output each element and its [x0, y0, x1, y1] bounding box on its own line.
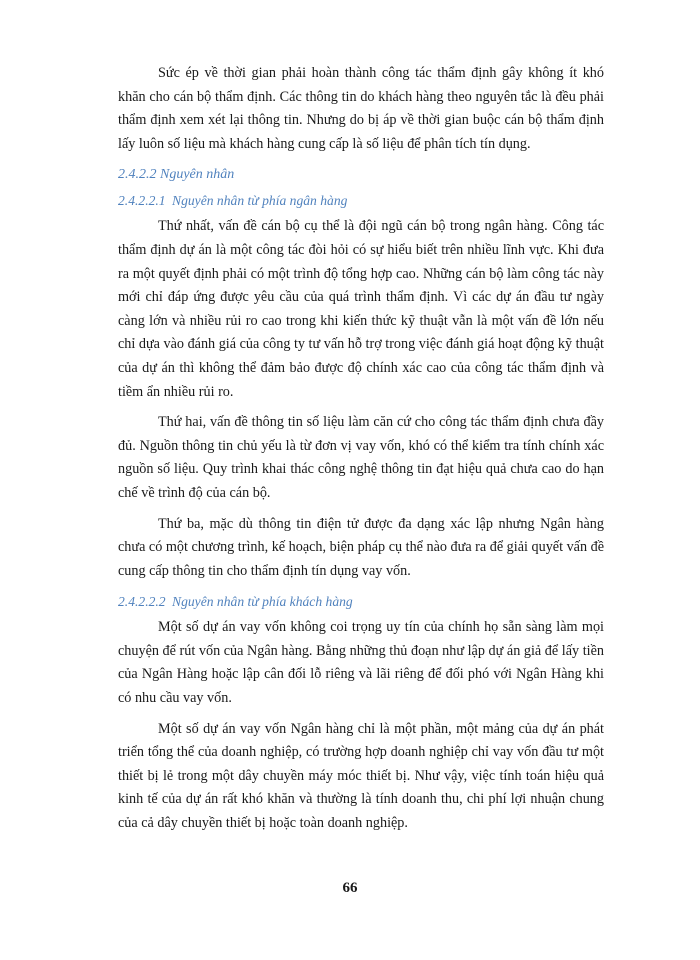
subsection-1-number: 2.4.2.2.1	[118, 193, 166, 209]
section-heading: 2.4.2.2 Nguyên nhân	[118, 167, 235, 183]
document-page	[118, 62, 604, 843]
intro-paragraph: Sức ép về thời gian phải hoàn thành công tác thẩm định gây không ít khó khăn cho cán bộ thẩm định. Các thông tin do khách hàng theo nguyên tắc là đều phải thẩm định xem xét lại thông tin. Nhưng do bị áp về thời gian buộc cán bộ thẩm định lấy luôn số liệu mà khách hàng cung cấp là số liệu để phân tích tín dụng.	[118, 65, 604, 152]
subsection-2-title: Nguyên nhân từ phía khách hàng	[172, 594, 353, 610]
subsection-1-heading	[118, 189, 604, 212]
subsection-2-number: 2.4.2.2.2	[118, 594, 166, 610]
page-number: 66	[342, 880, 358, 896]
paragraph: Thứ nhất, vấn đề cán bộ cụ thể là đội ngũ cán bộ trong ngân hàng. Công tác thẩm định dự án là một công tác đòi hỏi có sự hiểu biết trên nhiều lĩnh vực. Khi đưa ra một quyết định phải có một trình độ tổng hợp cao. Những cán bộ làm công tác này mới chỉ đáp ứng được yêu cầu của quá trình thẩm định. Vì các dự án đầu tư ngày càng lớn và nhiều rủi ro cao trong khi kiến thức kỹ thuật vẫn là một vấn đề lớn nếu chỉ dựa vào đánh giá của công ty tư vấn hỗ trợ trong việc đánh giá hoạt động kỹ thuật của dự án thì không thể đảm bảo được độ chính xác cao của công tác thẩm định và tiềm ẩn nhiều rủi ro.	[118, 218, 604, 400]
paragraph: Một số dự án vay vốn không coi trọng uy tín của chính họ sẵn sàng làm mọi chuyện để rút vốn của Ngân hàng. Bằng những thủ đoạn như lập dự án giả để lấy tiền của Ngân Hàng hoặc lập cân đối lỗ riêng và lãi riêng để đối phó với Ngân Hàng khi có nhu cầu vay vốn.	[118, 619, 604, 707]
subsection-2-heading	[118, 590, 604, 613]
paragraph: Thứ hai, vấn đề thông tin số liệu làm căn cứ cho công tác thẩm định chưa đầy đủ. Nguồn thông tin chủ yếu là từ đơn vị vay vốn, khó có thể kiểm tra tính chính xác nguồn số liệu. Quy trình khai thác công nghệ thông tin đạt hiệu quả chưa cao do hạn chế về trình độ của cán bộ.	[118, 414, 604, 501]
paragraph: Một số dự án vay vốn Ngân hàng chỉ là một phần, một mảng của dự án phát triển tổng thể của doanh nghiệp, có trường hợp doanh nghiệp chỉ vay vốn đầu tư một thiết bị lẻ trong một dây chuyền máy móc thiết bị. Như vậy, việc tính toán hiệu quả kinh tế của dự án rất khó khăn và thường là tính doanh thu, chi phí lợi nhuận chung của cả dây chuyền thiết bị hoặc toàn doanh nghiệp.	[118, 720, 604, 832]
subsection-1-title: Nguyên nhân từ phía ngân hàng	[172, 193, 348, 209]
paragraph: Thứ ba, mặc dù thông tin điện tử được đa dạng xác lập nhưng Ngân hàng chưa có một chương trình, kế hoạch, biện pháp cụ thể nào đưa ra để giải quyết vấn đề cung cấp thông tin cho thẩm định tín dụng vay vốn.	[118, 515, 604, 579]
